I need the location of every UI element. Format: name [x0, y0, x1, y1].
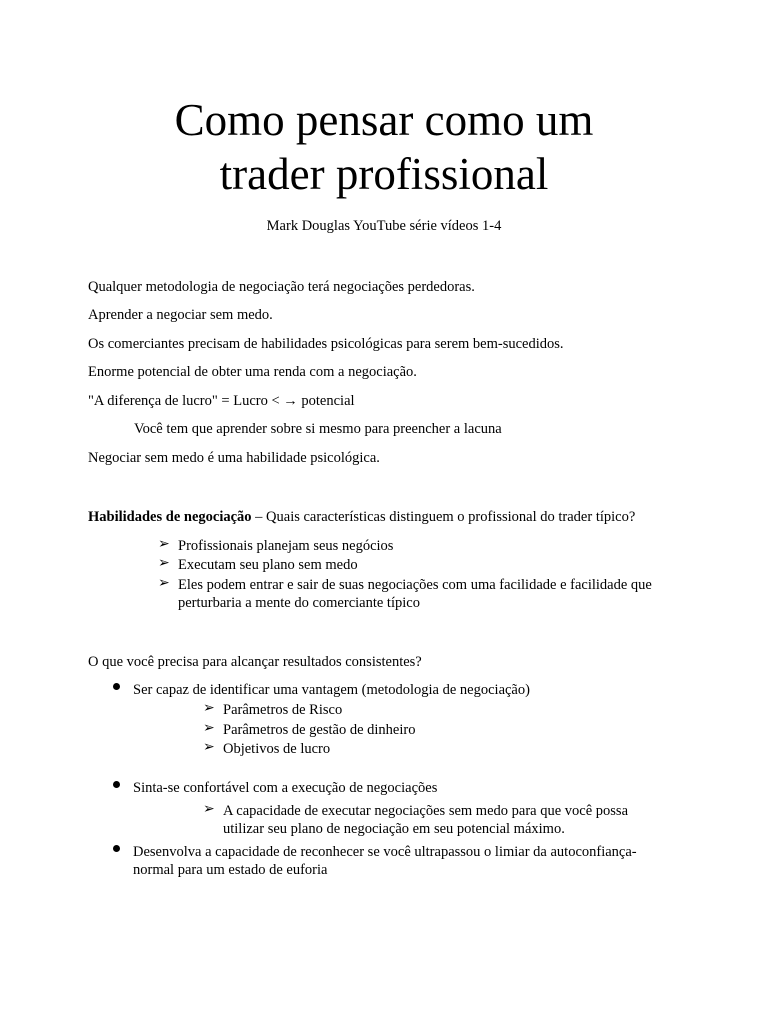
consistent-subitem: A capacidade de executar negociações sem medo para que você possa utilizar seu plano de negociação em seu potencial máximo. — [223, 803, 629, 837]
intro-line: Os comerciantes precisam de habilidades psicológicas para serem bem-sucedidos. — [88, 336, 564, 352]
intro-line: "A diferença de lucro" = Lucro < → potencial — [88, 393, 355, 409]
consistent-bullet: Ser capaz de identificar uma vantagem (metodologia de negociação) — [133, 682, 530, 698]
arrow-bullet-icon: ➢ — [158, 537, 170, 552]
bullet-dot-icon — [113, 781, 120, 788]
arrow-bullet-icon: ➢ — [203, 740, 215, 755]
arrow-bullet-icon: ➢ — [203, 701, 215, 716]
skills-heading-rest: – Quais características distinguem o profissional do trader típico? — [251, 509, 636, 525]
skills-heading — [88, 508, 635, 526]
skills-item: Executam seu plano sem medo — [178, 557, 358, 573]
skills-item: Eles podem entrar e sair de suas negociações com uma facilidade e facilidade que perturbaria a mente do comerciante típico — [178, 577, 652, 611]
consistent-bullet: Desenvolva a capacidade de reconhecer se você ultrapassou o limiar da autoconfiança-normal para um estado de euforia — [133, 844, 637, 878]
intro-line: Negociar sem medo é uma habilidade psicológica. — [88, 450, 380, 466]
intro-line: Aprender a negociar sem medo. — [88, 307, 273, 323]
bullet-dot-icon — [113, 683, 120, 690]
skills-heading-bold: Habilidades de negociação — [88, 509, 252, 525]
title-line-1: Como pensar como um — [174, 95, 594, 145]
consistent-subitem: Objetivos de lucro — [223, 741, 331, 757]
arrow-bullet-icon: ➢ — [203, 802, 215, 817]
skills-item: Profissionais planejam seus negócios — [178, 538, 394, 554]
consistent-question: O que você precisa para alcançar resultados consistentes? — [88, 654, 422, 670]
consistent-subitem: Parâmetros de Risco — [223, 702, 343, 718]
page-subtitle: Mark Douglas YouTube série vídeos 1-4 — [266, 218, 502, 234]
arrow-bullet-icon: ➢ — [203, 721, 215, 736]
arrow-bullet-icon: ➢ — [158, 576, 170, 591]
consistent-subitem: Parâmetros de gestão de dinheiro — [223, 722, 416, 738]
arrow-bullet-icon: ➢ — [158, 556, 170, 571]
page-title — [0, 93, 768, 201]
title-line-2: trader profissional — [219, 149, 549, 199]
bullet-dot-icon — [113, 845, 120, 852]
intro-line-indented: Você tem que aprender sobre si mesmo para preencher a lacuna — [134, 421, 502, 437]
intro-line: Enorme potencial de obter uma renda com a negociação. — [88, 364, 417, 380]
consistent-bullet: Sinta-se confortável com a execução de negociações — [133, 780, 438, 796]
intro-line: Qualquer metodologia de negociação terá negociações perdedoras. — [88, 279, 475, 295]
